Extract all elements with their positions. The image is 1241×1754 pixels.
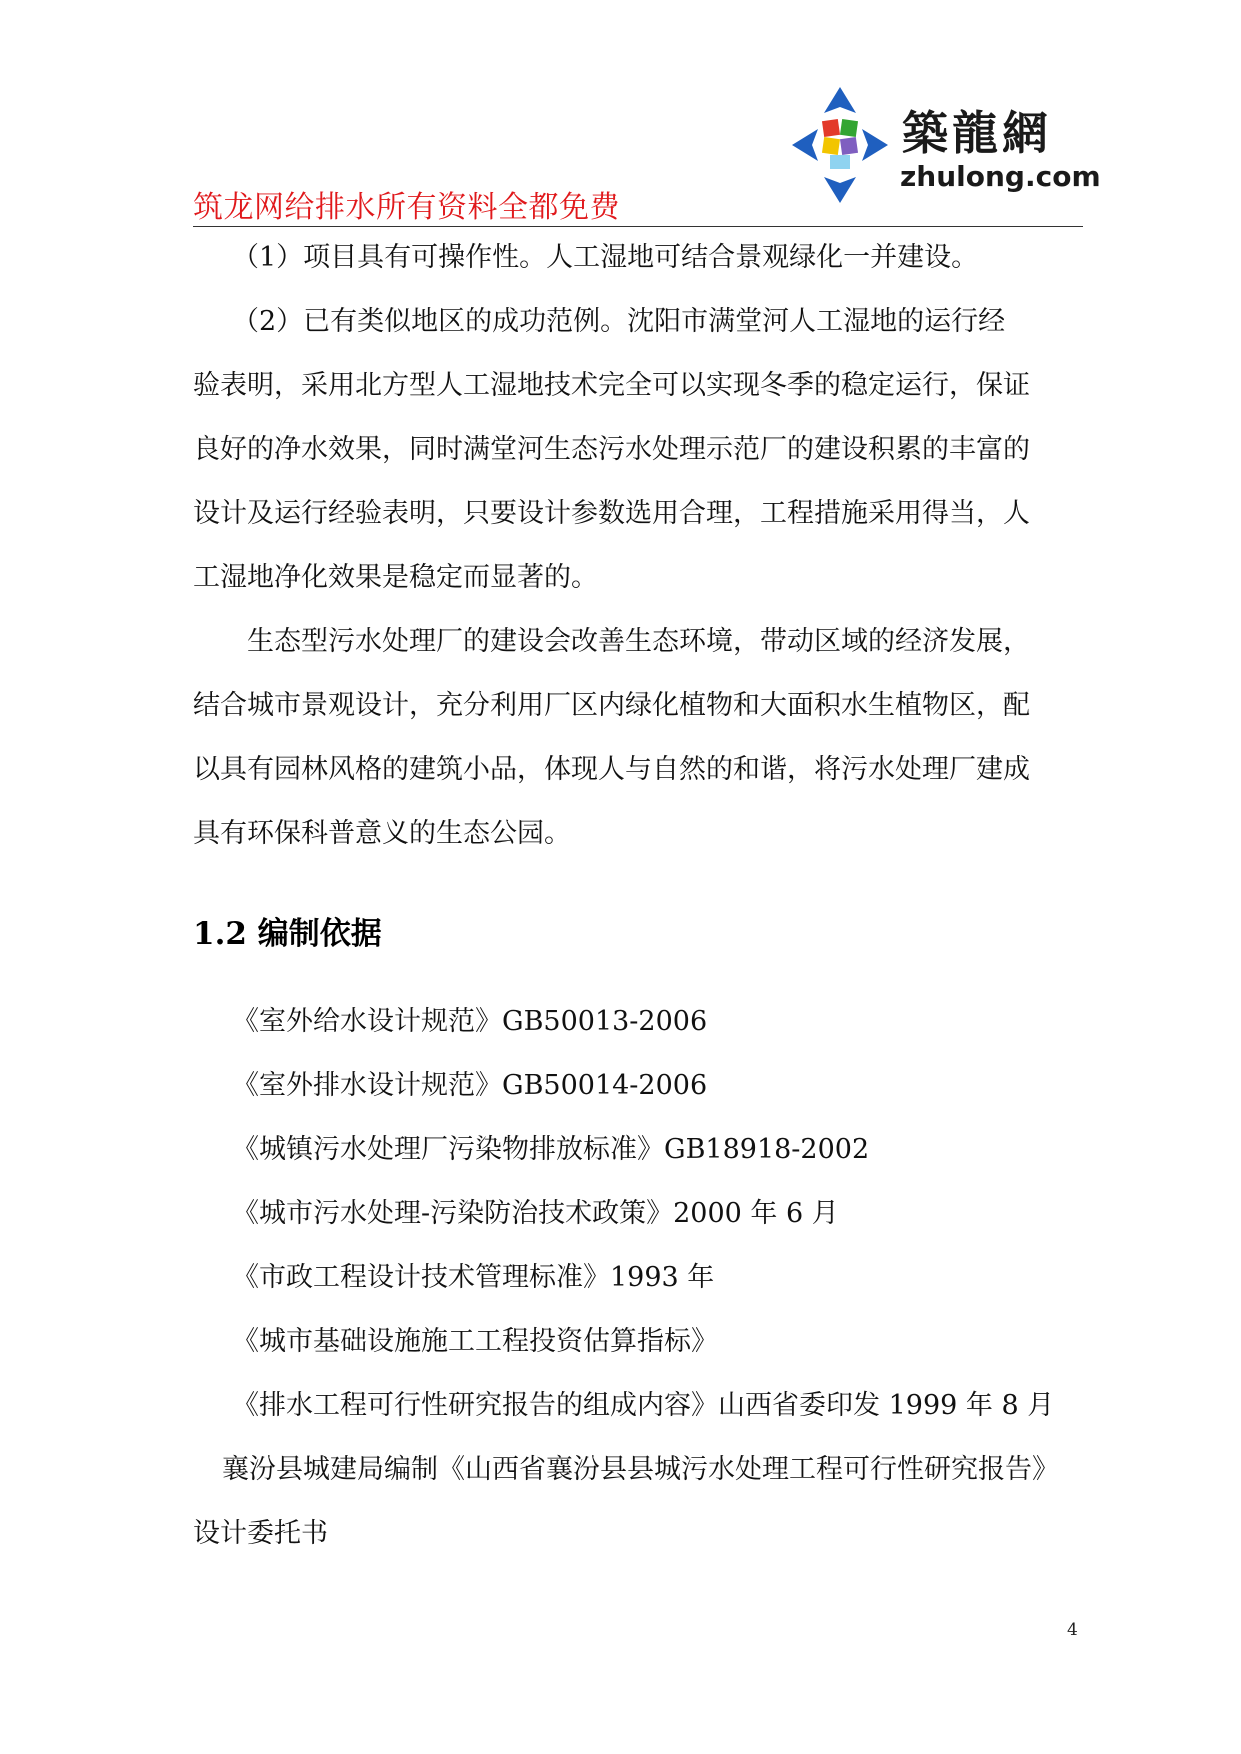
reference-item: 《城镇污水处理厂污染物排放标准》GB18918-2002 bbox=[232, 1134, 870, 1165]
paragraph-line: 设计委托书 bbox=[193, 1518, 328, 1549]
page-number: 4 bbox=[1067, 1620, 1078, 1640]
header-site-text: 筑龙网给排水所有资料全都免费 bbox=[193, 190, 620, 225]
section-heading: 1.2 编制依据 bbox=[193, 916, 382, 952]
paragraph-line: 生态型污水处理厂的建设会改善生态环境，带动区域的经济发展， bbox=[247, 626, 1030, 657]
header-divider bbox=[193, 226, 1083, 227]
logo-domain-text: zhulong.com bbox=[900, 160, 1101, 193]
paragraph-line: 良好的净水效果，同时满堂河生态污水处理示范厂的建设积累的丰富的 bbox=[193, 434, 1030, 465]
reference-item: 《室外排水设计规范》GB50014-2006 bbox=[232, 1070, 708, 1101]
reference-item: 《室外给水设计规范》GB50013-2006 bbox=[232, 1006, 708, 1037]
paragraph-line: 襄汾县城建局编制《山西省襄汾县县城污水处理工程可行性研究报告》 bbox=[222, 1454, 1059, 1485]
zhulong-logo-mark-icon bbox=[790, 85, 890, 205]
paragraph-line: 设计及运行经验表明，只要设计参数选用合理，工程措施采用得当，人 bbox=[193, 498, 1030, 529]
paragraph-line: （2）已有类似地区的成功范例。沈阳市满堂河人工湿地的运行经 bbox=[232, 306, 1006, 337]
paragraph-line: 验表明，采用北方型人工湿地技术完全可以实现冬季的稳定运行，保证 bbox=[193, 370, 1030, 401]
paragraph-line: 具有环保科普意义的生态公园。 bbox=[193, 818, 571, 849]
reference-item: 《城市污水处理-污染防治技术政策》2000 年 6 月 bbox=[232, 1198, 839, 1229]
logo-name-text: 築龍網 bbox=[902, 106, 1052, 160]
paragraph-line: 结合城市景观设计，充分利用厂区内绿化植物和大面积水生植物区，配 bbox=[193, 690, 1030, 721]
paragraph-line: 工湿地净化效果是稳定而显著的。 bbox=[193, 562, 598, 593]
zhulong-logo bbox=[790, 85, 1101, 210]
reference-item: 《市政工程设计技术管理标准》1993 年 bbox=[232, 1262, 715, 1293]
paragraph-line: （1）项目具有可操作性。人工湿地可结合景观绿化一并建设。 bbox=[232, 242, 979, 273]
reference-item: 《城市基础设施施工工程投资估算指标》 bbox=[232, 1326, 718, 1357]
paragraph-line: 以具有园林风格的建筑小品，体现人与自然的和谐，将污水处理厂建成 bbox=[193, 754, 1030, 785]
reference-item: 《排水工程可行性研究报告的组成内容》山西省委印发 1999 年 8 月 bbox=[232, 1390, 1055, 1421]
